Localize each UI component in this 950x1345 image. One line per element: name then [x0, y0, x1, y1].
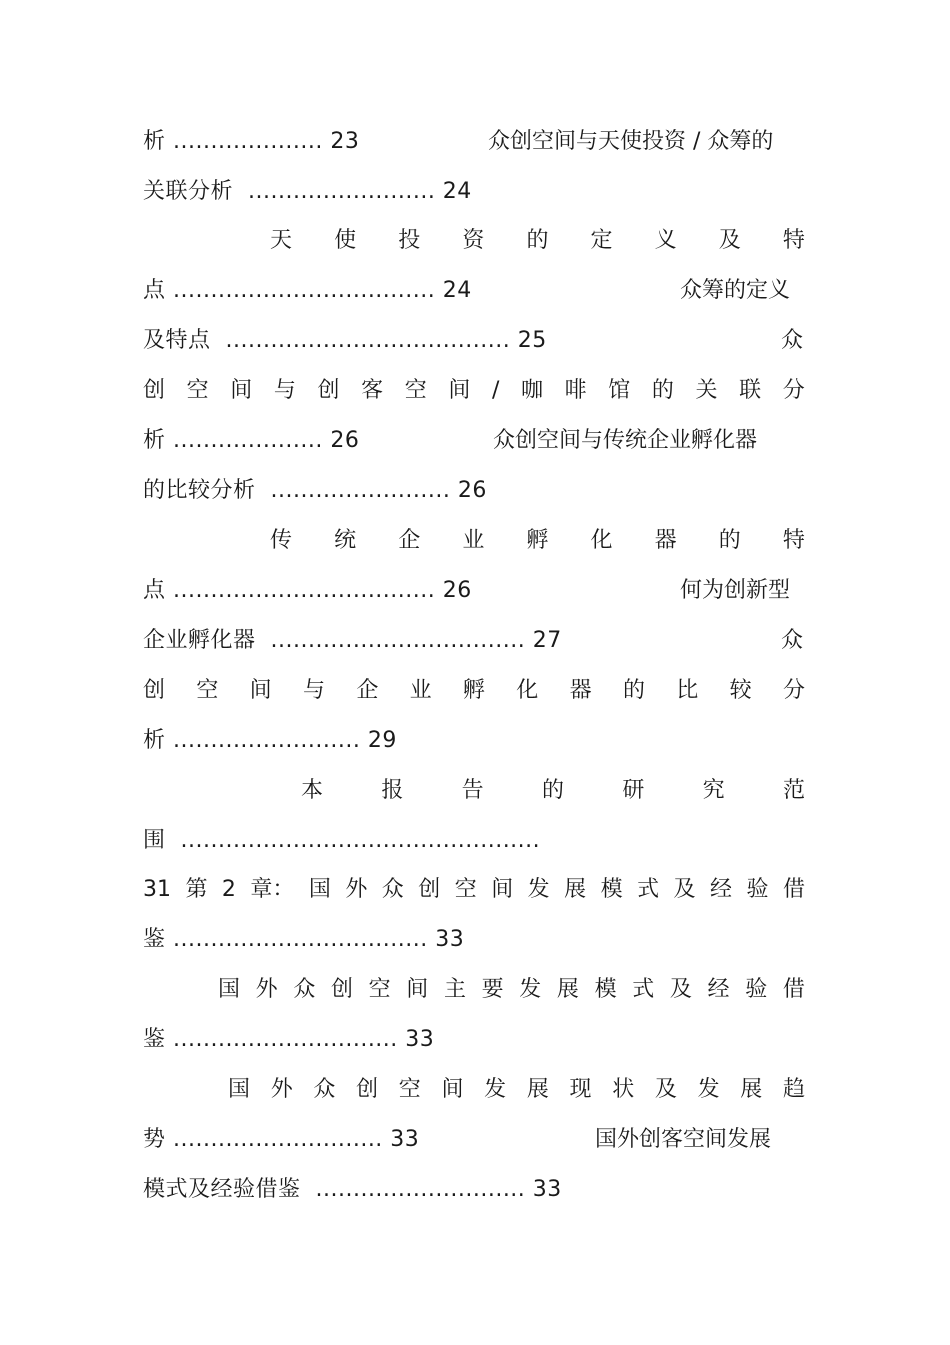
toc-line — [143, 923, 805, 957]
toc-line — [143, 674, 805, 708]
toc-justified-char: 馆 — [608, 378, 631, 403]
toc-justified-char: 与 — [302, 678, 325, 703]
toc-justified-char: 展 — [526, 1077, 549, 1102]
toc-justified-char: 国 — [218, 977, 241, 1002]
toc-line — [143, 624, 805, 658]
toc-justified-char: 的 — [526, 228, 549, 253]
toc-justified-char: 客 — [361, 378, 384, 403]
toc-justified-char: 现 — [569, 1077, 592, 1102]
toc-entry-text: 国外创客空间发展 — [595, 1127, 772, 1152]
toc-entry-text: 众创空间与天使投资 / 众筹的 — [488, 129, 774, 154]
toc-line — [143, 224, 805, 258]
toc-justified-char: 的 — [651, 378, 674, 403]
toc-justified-char: 经 — [707, 977, 730, 1002]
toc-justified-char: / — [492, 378, 500, 403]
toc-line — [143, 824, 805, 858]
toc-justified-char: 究 — [702, 778, 725, 803]
toc-justified-char: 空 — [186, 378, 209, 403]
toc-line — [143, 1073, 805, 1107]
toc-justified-char: 及 — [654, 1077, 677, 1102]
toc-justified-char: 空 — [454, 877, 477, 902]
toc-justified-char: 本 — [301, 778, 324, 803]
toc-justified-char: 众 — [293, 977, 316, 1002]
toc-justified-char: 式 — [632, 977, 655, 1002]
toc-justified-char: 众 — [313, 1077, 336, 1102]
toc-justified-char: 业 — [409, 678, 432, 703]
toc-justified-char: 定 — [590, 228, 613, 253]
toc-justified-char: 创 — [317, 378, 340, 403]
toc-entry-text: 围 ................................................ — [143, 828, 541, 853]
toc-justified-char: 特 — [782, 228, 805, 253]
toc-justified-char: 外 — [345, 877, 368, 902]
toc-justified-char: 创 — [143, 678, 166, 703]
toc-justified-char: 间 — [249, 678, 272, 703]
toc-justified-char: 及 — [718, 228, 741, 253]
toc-justified-char: 间 — [406, 977, 429, 1002]
toc-line — [143, 574, 805, 608]
toc-entry-text: 析 .................... 26 — [143, 428, 360, 453]
toc-entry-text: 鉴 .................................. 33 — [143, 927, 465, 952]
toc-justified-text — [228, 1073, 805, 1107]
toc-entry-text: 势 ............................ 33 — [143, 1127, 420, 1152]
toc-justified-char: 报 — [381, 778, 404, 803]
toc-justified-char: 范 — [782, 778, 805, 803]
toc-justified-char: 的 — [622, 678, 645, 703]
toc-justified-char: 传 — [270, 528, 293, 553]
toc-justified-text — [270, 524, 805, 558]
toc-justified-char: 展 — [740, 1077, 763, 1102]
toc-line — [143, 175, 805, 209]
toc-justified-char: 间 — [448, 378, 471, 403]
toc-justified-char: 发 — [519, 977, 542, 1002]
toc-justified-char: 发 — [527, 877, 550, 902]
toc-justified-char: 外 — [255, 977, 278, 1002]
toc-justified-char: 借 — [782, 877, 805, 902]
toc-line — [143, 724, 805, 758]
toc-line — [143, 1123, 805, 1157]
toc-justified-char: 分 — [782, 678, 805, 703]
toc-justified-char: 资 — [462, 228, 485, 253]
toc-justified-char: 研 — [622, 778, 645, 803]
toc-justified-char: 间 — [230, 378, 253, 403]
toc-justified-char: 创 — [143, 378, 166, 403]
toc-justified-text — [143, 374, 805, 408]
toc-justified-char: 31 — [143, 877, 171, 902]
toc-justified-char: 的 — [541, 778, 564, 803]
toc-entry-text: 鉴 .............................. 33 — [143, 1027, 435, 1052]
toc-line — [143, 424, 805, 458]
toc-justified-char: 关 — [695, 378, 718, 403]
toc-justified-char: 告 — [461, 778, 484, 803]
toc-line — [143, 374, 805, 408]
toc-justified-char: 及 — [673, 877, 696, 902]
toc-justified-char: 趋 — [782, 1077, 805, 1102]
toc-justified-char: 的 — [718, 528, 741, 553]
toc-justified-char: 咖 — [521, 378, 544, 403]
toc-justified-char: 展 — [556, 977, 579, 1002]
toc-justified-char: 统 — [334, 528, 357, 553]
toc-justified-char: 发 — [484, 1077, 507, 1102]
toc-justified-char: 化 — [516, 678, 539, 703]
toc-justified-char: 业 — [462, 528, 485, 553]
toc-entry-text: 析 .................... 23 — [143, 129, 360, 154]
toc-justified-char: 化 — [590, 528, 613, 553]
toc-justified-char: 2 — [221, 877, 236, 902]
toc-justified-char: 天 — [270, 228, 293, 253]
toc-line — [143, 324, 805, 358]
toc-justified-text — [301, 774, 805, 808]
toc-justified-char: 式 — [637, 877, 660, 902]
toc-justified-char: 啡 — [564, 378, 587, 403]
toc-justified-char: 模 — [600, 877, 623, 902]
toc-justified-text — [143, 674, 805, 708]
toc-line — [143, 873, 805, 907]
toc-justified-char: 状 — [612, 1077, 635, 1102]
toc-justified-char: 使 — [334, 228, 357, 253]
toc-justified-text — [143, 873, 805, 907]
toc-line — [143, 774, 805, 808]
toc-entry-text: 何为创新型 — [680, 578, 791, 603]
toc-entry-text: 企业孵化器 .................................. 27 — [143, 628, 562, 653]
toc-justified-char: 模 — [594, 977, 617, 1002]
toc-line — [143, 1173, 805, 1207]
toc-justified-char: 发 — [697, 1077, 720, 1102]
toc-justified-char: 器 — [654, 528, 677, 553]
toc-justified-char: 空 — [404, 378, 427, 403]
toc-justified-char: 创 — [356, 1077, 379, 1102]
toc-justified-char: 主 — [443, 977, 466, 1002]
toc-entry-text: 点 ................................... 26 — [143, 578, 472, 603]
toc-justified-char: 空 — [368, 977, 391, 1002]
toc-justified-char: 国 — [308, 877, 331, 902]
toc-entry-text: 析 ......................... 29 — [143, 728, 397, 753]
toc-justified-char: 较 — [729, 678, 752, 703]
toc-line — [143, 1023, 805, 1057]
toc-justified-char: 空 — [196, 678, 219, 703]
toc-justified-char: 与 — [273, 378, 296, 403]
toc-justified-char: 外 — [270, 1077, 293, 1102]
toc-entry-text: 及特点 ...................................... 25 — [143, 328, 547, 353]
toc-justified-char: 验 — [746, 877, 769, 902]
toc-justified-char: 创 — [418, 877, 441, 902]
toc-entry-text: 众筹的定义 — [680, 278, 791, 303]
toc-justified-char: 国 — [228, 1077, 251, 1102]
toc-entry-text: 模式及经验借鉴 ............................ 33 — [143, 1177, 562, 1202]
toc-justified-char: 经 — [710, 877, 733, 902]
toc-line — [143, 125, 805, 159]
toc-justified-char: 义 — [654, 228, 677, 253]
toc-justified-char: 众 — [381, 877, 404, 902]
toc-justified-char: 企 — [398, 528, 421, 553]
toc-entry-text: 点 ................................... 24 — [143, 278, 472, 303]
toc-justified-char: 验 — [745, 977, 768, 1002]
toc-justified-char: 章： — [250, 877, 295, 902]
toc-justified-char: 器 — [569, 678, 592, 703]
toc-justified-char: 企 — [356, 678, 379, 703]
toc-justified-char: 比 — [676, 678, 699, 703]
toc-justified-char: 分 — [782, 378, 805, 403]
toc-justified-char: 第 — [185, 877, 208, 902]
toc-entry-text: 众创空间与传统企业孵化器 — [493, 428, 758, 453]
toc-justified-text — [218, 973, 805, 1007]
toc-entry-text: 众 — [781, 628, 804, 653]
toc-justified-char: 展 — [564, 877, 587, 902]
toc-justified-char: 联 — [739, 378, 762, 403]
toc-justified-char: 孵 — [526, 528, 549, 553]
toc-justified-char: 创 — [330, 977, 353, 1002]
toc-justified-char: 孵 — [462, 678, 485, 703]
toc-justified-char: 借 — [782, 977, 805, 1002]
toc-justified-char: 要 — [481, 977, 504, 1002]
toc-justified-char: 空 — [398, 1077, 421, 1102]
toc-line — [143, 973, 805, 1007]
toc-justified-char: 投 — [398, 228, 421, 253]
toc-justified-char: 间 — [441, 1077, 464, 1102]
toc-justified-char: 间 — [491, 877, 514, 902]
toc-justified-char: 特 — [782, 528, 805, 553]
toc-entry-text: 的比较分析 ........................ 26 — [143, 478, 487, 503]
toc-entry-text: 关联分析 ......................... 24 — [143, 179, 472, 204]
toc-justified-char: 及 — [669, 977, 692, 1002]
toc-line — [143, 474, 805, 508]
toc-justified-text — [270, 224, 805, 258]
toc-line — [143, 524, 805, 558]
toc-entry-text: 众 — [781, 328, 804, 353]
toc-line — [143, 274, 805, 308]
